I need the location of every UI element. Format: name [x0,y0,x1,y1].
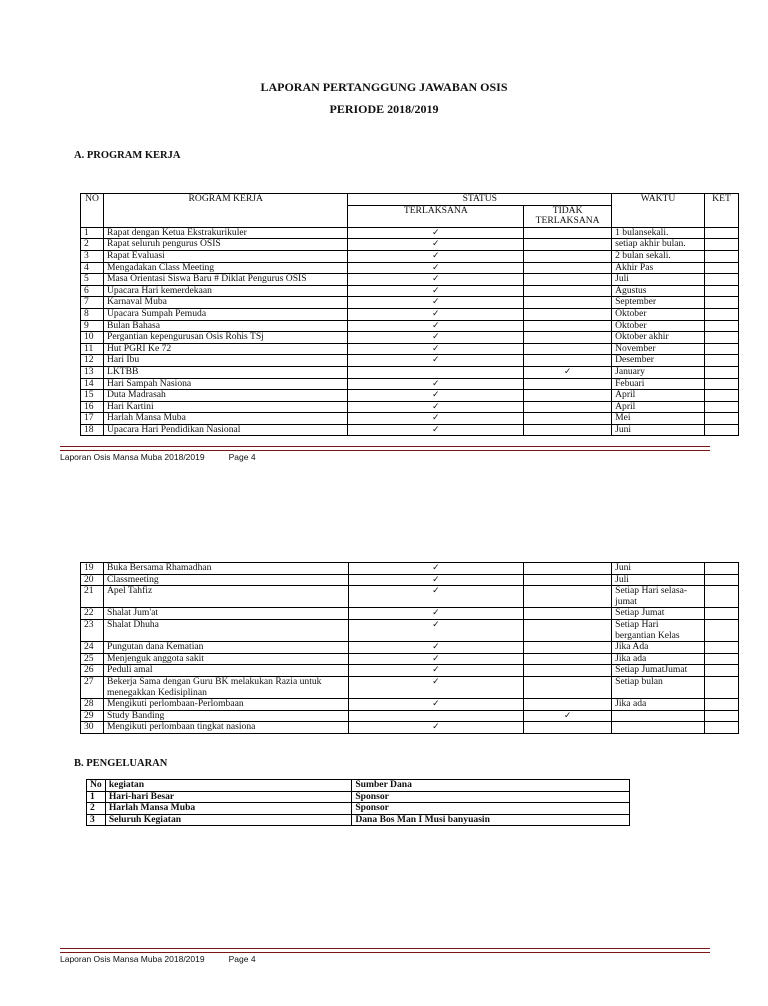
pengeluaran-header-no: No [87,780,106,792]
row-no: 10 [81,332,104,344]
row-no: 3 [81,250,104,262]
table-row [81,390,739,402]
row-program: Mengikuti perlombaan-Perlombaan [103,699,348,711]
row-ket [704,250,738,262]
footer-text-2: Laporan Osis Mansa Muba 2018/2019 [60,954,205,964]
table-row [81,239,739,251]
header-no: NO [81,194,104,228]
row-program: Masa Orientasi Siswa Baru # Diklat Pengurus OSIS [103,274,347,286]
row-waktu: Setiap Hari bergantian Kelas [612,619,705,641]
row-program: Upacara Hari Pendidikan Nasional [103,424,347,436]
table-row [81,332,739,344]
table-row [81,722,739,734]
row-waktu: January [612,366,705,378]
table-row [81,297,739,309]
row-terlaksana-check: ✓ [348,378,524,390]
row-ket [704,332,738,344]
pengeluaran-kegiatan: Harlah Mansa Muba [105,803,351,815]
row-program: Pergantian kepengurusan Osis Rohis TSj [103,332,347,344]
document-title: LAPORAN PERTANGGUNG JAWABAN OSIS [260,80,508,94]
row-program: Mengadakan Class Meeting [103,262,347,274]
row-tidak-terlaksana-check [524,227,612,239]
row-tidak-terlaksana-check [524,665,612,677]
row-tidak-terlaksana-check [524,239,612,251]
table-row [81,413,739,425]
row-terlaksana-check: ✓ [348,227,524,239]
pengeluaran-header-sumber: Sumber Dana [352,780,630,792]
row-waktu: September [612,297,705,309]
row-program: Menjenguk anggota sakit [103,653,348,665]
footer [60,452,256,462]
row-waktu: setiap akhir bulan. [612,239,705,251]
row-no: 11 [81,343,104,355]
row-ket [704,401,738,413]
pengeluaran-no: 1 [87,791,106,803]
row-tidak-terlaksana-check [524,343,612,355]
pengeluaran-row [87,791,630,803]
table-row [81,653,739,665]
row-terlaksana-check [348,366,524,378]
row-tidak-terlaksana-check [524,390,612,402]
row-tidak-terlaksana-check [524,297,612,309]
row-no: 30 [81,722,104,734]
row-waktu: Oktober akhir [612,332,705,344]
pengeluaran-kegiatan: Seluruh Kegiatan [105,814,351,826]
footer-page-2: Page 4 [228,954,256,964]
row-waktu: Jika Ada [612,642,705,654]
row-waktu: 2 bulan sekali. [612,250,705,262]
row-tidak-terlaksana-check [524,608,612,620]
row-program: Upacara Hari kemerdekaan [103,285,347,297]
row-program: Bulan Bahasa [103,320,347,332]
row-ket [705,563,739,575]
row-program: LKTBB [103,366,347,378]
row-tidak-terlaksana-check [524,722,612,734]
pengeluaran-no: 2 [87,803,106,815]
header-program: ROGRAM KERJA [103,194,347,228]
row-ket [704,308,738,320]
table-row [81,608,739,620]
footer-text: Laporan Osis Mansa Muba 2018/2019 [60,452,205,462]
table-row [81,424,739,436]
row-terlaksana-check: ✓ [348,297,524,309]
row-program: Hari Sampah Nasiona [103,378,347,390]
row-waktu: Juli [612,574,705,586]
row-ket [705,608,739,620]
table-row [81,227,739,239]
row-tidak-terlaksana-check [524,586,612,608]
row-waktu: Mei [612,413,705,425]
row-no: 29 [81,710,104,722]
pengeluaran-no: 3 [87,814,106,826]
row-tidak-terlaksana-check [524,424,612,436]
row-no: 9 [81,320,104,332]
table-row [81,401,739,413]
row-ket [704,227,738,239]
row-terlaksana-check: ✓ [348,285,524,297]
table-row [81,676,739,698]
pengeluaran-kegiatan: Hari-hari Besar [105,791,351,803]
row-no: 1 [81,227,104,239]
header-waktu: WAKTU [612,194,705,228]
row-ket [704,366,738,378]
row-program: Shalat Jum'at [103,608,348,620]
row-program: Upacara Sumpah Pemuda [103,308,347,320]
row-program: Classmeeting [103,574,348,586]
pengeluaran-table [86,779,630,826]
row-tidak-terlaksana-check [524,320,612,332]
row-no: 24 [81,642,104,654]
table-row [81,320,739,332]
row-waktu [612,722,705,734]
row-waktu: Setiap Jumat [612,608,705,620]
row-ket [705,586,739,608]
program-kerja-table-1 [80,193,739,436]
row-no: 5 [81,274,104,286]
row-no: 12 [81,355,104,367]
row-no: 25 [81,653,104,665]
row-terlaksana-check: ✓ [348,390,524,402]
row-no: 16 [81,401,104,413]
row-tidak-terlaksana-check [524,619,612,641]
row-terlaksana-check: ✓ [348,401,524,413]
row-waktu: Akhir Pas [612,262,705,274]
row-terlaksana-check: ✓ [348,424,524,436]
pengeluaran-row [87,803,630,815]
row-program: Duta Madrasah [103,390,347,402]
row-program: Hari Ibu [103,355,347,367]
row-ket [704,320,738,332]
table-row [81,343,739,355]
row-waktu: Juli [612,274,705,286]
row-no: 21 [81,586,104,608]
row-terlaksana-check: ✓ [348,413,524,425]
row-no: 20 [81,574,104,586]
row-waktu: Juni [612,563,705,575]
row-tidak-terlaksana-check [524,308,612,320]
row-no: 2 [81,239,104,251]
row-program: Rapat seluruh pengurus OSIS [103,239,347,251]
table-row [81,250,739,262]
row-ket [704,424,738,436]
row-ket [704,239,738,251]
row-ket [704,413,738,425]
row-tidak-terlaksana-check [524,413,612,425]
table-row [81,378,739,390]
row-ket [704,355,738,367]
row-tidak-terlaksana-check: ✓ [524,710,612,722]
table-row [81,642,739,654]
row-ket [704,274,738,286]
row-ket [705,619,739,641]
table-row [81,285,739,297]
row-no: 27 [81,676,104,698]
document-period: PERIODE 2018/2019 [329,102,439,116]
row-terlaksana-check: ✓ [348,274,524,286]
row-program: Bekerja Sama dengan Guru BK melakukan Razia untuk menegakkan Kedisiplinan [103,676,348,698]
row-tidak-terlaksana-check [524,642,612,654]
pengeluaran-sumber: Sponsor [352,791,630,803]
row-terlaksana-check: ✓ [348,619,524,641]
row-waktu: November [612,343,705,355]
row-terlaksana-check: ✓ [348,250,524,262]
pengeluaran-sumber: Sponsor [352,803,630,815]
row-waktu: 1 bulansekali. [612,227,705,239]
row-ket [705,642,739,654]
row-ket [704,343,738,355]
row-program: Rapat dengan Ketua Ekstrakurikuler [103,227,347,239]
row-waktu: April [612,401,705,413]
row-waktu: Setiap Hari selasa-jumat [612,586,705,608]
row-program: Karnaval Muba [103,297,347,309]
row-tidak-terlaksana-check [524,563,612,575]
row-no: 14 [81,378,104,390]
table-row [81,355,739,367]
pengeluaran-header-kegiatan: kegiatan [105,780,351,792]
row-program: Hut PGRI Ke 72 [103,343,347,355]
table-row [81,563,739,575]
table-row [81,665,739,677]
row-program: Harlah Mansa Muba [103,413,347,425]
row-terlaksana-check: ✓ [348,355,524,367]
row-waktu: Febuari [612,378,705,390]
row-ket [704,262,738,274]
row-tidak-terlaksana-check [524,332,612,344]
row-tidak-terlaksana-check [524,285,612,297]
row-no: 22 [81,608,104,620]
row-terlaksana-check: ✓ [348,653,524,665]
footer-page: Page 4 [228,452,256,462]
row-tidak-terlaksana-check [524,699,612,711]
row-tidak-terlaksana-check [524,653,612,665]
row-terlaksana-check: ✓ [348,665,524,677]
row-terlaksana-check: ✓ [348,332,524,344]
table-row [81,308,739,320]
row-ket [704,297,738,309]
row-terlaksana-check: ✓ [348,563,524,575]
section-a-heading: A. PROGRAM KERJA [74,150,181,161]
row-no: 7 [81,297,104,309]
row-program: Hari Kartini [103,401,347,413]
row-program: Study Banding [103,710,348,722]
row-no: 26 [81,665,104,677]
footer-2 [60,954,256,964]
row-ket [705,665,739,677]
row-waktu [612,710,705,722]
header-ket: KET [704,194,738,228]
pengeluaran-sumber: Dana Bos Man I Musi banyuasin [352,814,630,826]
row-tidak-terlaksana-check [524,274,612,286]
row-tidak-terlaksana-check [524,378,612,390]
row-terlaksana-check: ✓ [348,608,524,620]
row-waktu: Jika ada [612,699,705,711]
row-ket [704,390,738,402]
row-program: Buka Bersama Rhamadhan [103,563,348,575]
row-no: 8 [81,308,104,320]
footer-divider-2 [60,948,710,953]
row-terlaksana-check: ✓ [348,586,524,608]
row-no: 13 [81,366,104,378]
row-tidak-terlaksana-check [524,676,612,698]
row-no: 28 [81,699,104,711]
row-tidak-terlaksana-check [524,262,612,274]
row-ket [705,676,739,698]
row-terlaksana-check [348,710,524,722]
row-no: 18 [81,424,104,436]
header-status: STATUS [348,194,612,206]
row-program: Apel Tahfiz [103,586,348,608]
row-tidak-terlaksana-check [524,401,612,413]
row-tidak-terlaksana-check [524,250,612,262]
row-terlaksana-check: ✓ [348,239,524,251]
table-row [81,619,739,641]
row-no: 6 [81,285,104,297]
row-waktu: Desember [612,355,705,367]
row-terlaksana-check: ✓ [348,308,524,320]
row-terlaksana-check: ✓ [348,343,524,355]
row-terlaksana-check: ✓ [348,574,524,586]
table-row [81,699,739,711]
row-waktu: Agustus [612,285,705,297]
row-terlaksana-check: ✓ [348,676,524,698]
row-waktu: April [612,390,705,402]
pengeluaran-row [87,814,630,826]
row-ket [705,710,739,722]
row-program: Pungutan dana Kematian [103,642,348,654]
section-b-heading: B. PENGELUARAN [74,758,168,769]
row-waktu: Juni [612,424,705,436]
row-tidak-terlaksana-check [524,355,612,367]
header-terlaksana: TERLAKSANA [348,205,524,227]
row-no: 15 [81,390,104,402]
row-program: Peduli amal [103,665,348,677]
table-row [81,366,739,378]
table-row [81,262,739,274]
table-row [81,710,739,722]
row-ket [704,285,738,297]
row-tidak-terlaksana-check: ✓ [524,366,612,378]
row-ket [705,653,739,665]
row-terlaksana-check: ✓ [348,642,524,654]
row-no: 19 [81,563,104,575]
row-waktu: Setiap JumatJumat [612,665,705,677]
footer-divider [60,446,710,451]
row-terlaksana-check: ✓ [348,699,524,711]
row-ket [705,722,739,734]
table-row [81,586,739,608]
program-kerja-table-2 [80,562,739,734]
row-waktu: Setiap bulan [612,676,705,698]
row-terlaksana-check: ✓ [348,320,524,332]
row-waktu: Oktober [612,308,705,320]
table-row [81,574,739,586]
header-tidak-terlaksana: TIDAK TERLAKSANA [524,205,612,227]
row-no: 17 [81,413,104,425]
row-program: Shalat Dhuha [103,619,348,641]
row-terlaksana-check: ✓ [348,262,524,274]
row-ket [705,574,739,586]
row-program: Rapat Evaluasi [103,250,347,262]
row-no: 4 [81,262,104,274]
row-tidak-terlaksana-check [524,574,612,586]
row-program: Mengikuti perlombaan tingkat nasiona [103,722,348,734]
table-row [81,274,739,286]
row-waktu: Jika ada [612,653,705,665]
row-ket [705,699,739,711]
row-waktu: Oktober [612,320,705,332]
row-no: 23 [81,619,104,641]
row-ket [704,378,738,390]
row-terlaksana-check: ✓ [348,722,524,734]
